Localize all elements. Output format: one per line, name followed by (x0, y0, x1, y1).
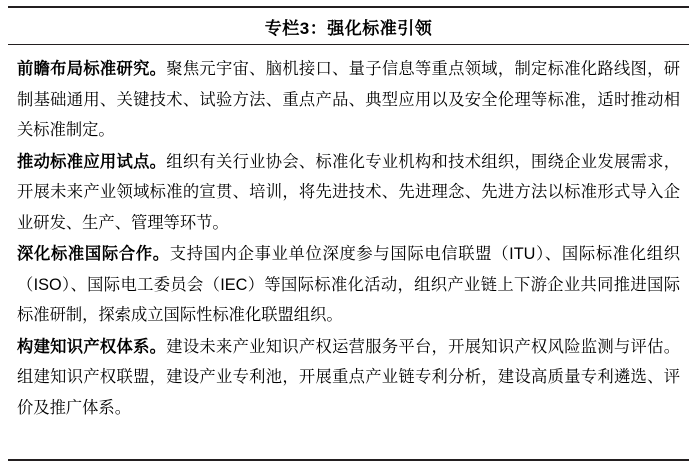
paragraph-1-lead: 前瞻布局标准研究。 (17, 60, 167, 78)
feature-box (8, 6, 689, 461)
paragraph-3 (17, 239, 680, 331)
box-body (8, 45, 689, 459)
paragraph-4-text: 建设未来产业知识产权运营服务平台，开展知识产权风险监测与评估。组建知识产权联盟，建设产业专利池，开展重点产业链专利分析，建设高质量专利遴选、评价及推广体系。 (17, 337, 680, 417)
paragraph-2-lead: 推动标准应用试点。 (17, 152, 167, 171)
box-title-row (8, 8, 689, 45)
paragraph-3-text: 支持国内企事业单位深度参与国际电信联盟（ITU）、国际标准化组织（ISO）、国际电工委员会（IEC）等国际标准化活动，组织产业链上下游企业共同推进国际标准研制，探索成立国际性标准化联盟组织。 (17, 245, 680, 324)
paragraph-2-text: 组织有关行业协会、标准化专业机构和技术组织，围绕企业发展需求，开展未来产业领域标准的宣贯、培训，将先进技术、先进理念、先进方法以标准形式导入企业研发、生产、管理等环节。 (17, 152, 680, 232)
paragraph-1 (17, 54, 680, 146)
paragraph-4-lead: 构建知识产权体系。 (17, 337, 167, 356)
box-title: 专栏3：强化标准引领 (264, 18, 433, 38)
paragraph-1-text: 聚焦元宇宙、脑机接口、量子信息等重点领域，制定标准化路线图，研制基础通用、关键技术、试验方法、重点产品、典型应用以及安全伦理等标准，适时推动相关标准制定。 (17, 60, 680, 139)
paragraph-4 (17, 332, 680, 424)
paragraph-3-lead: 深化标准国际合作。 (17, 245, 170, 263)
paragraph-2 (17, 147, 680, 239)
